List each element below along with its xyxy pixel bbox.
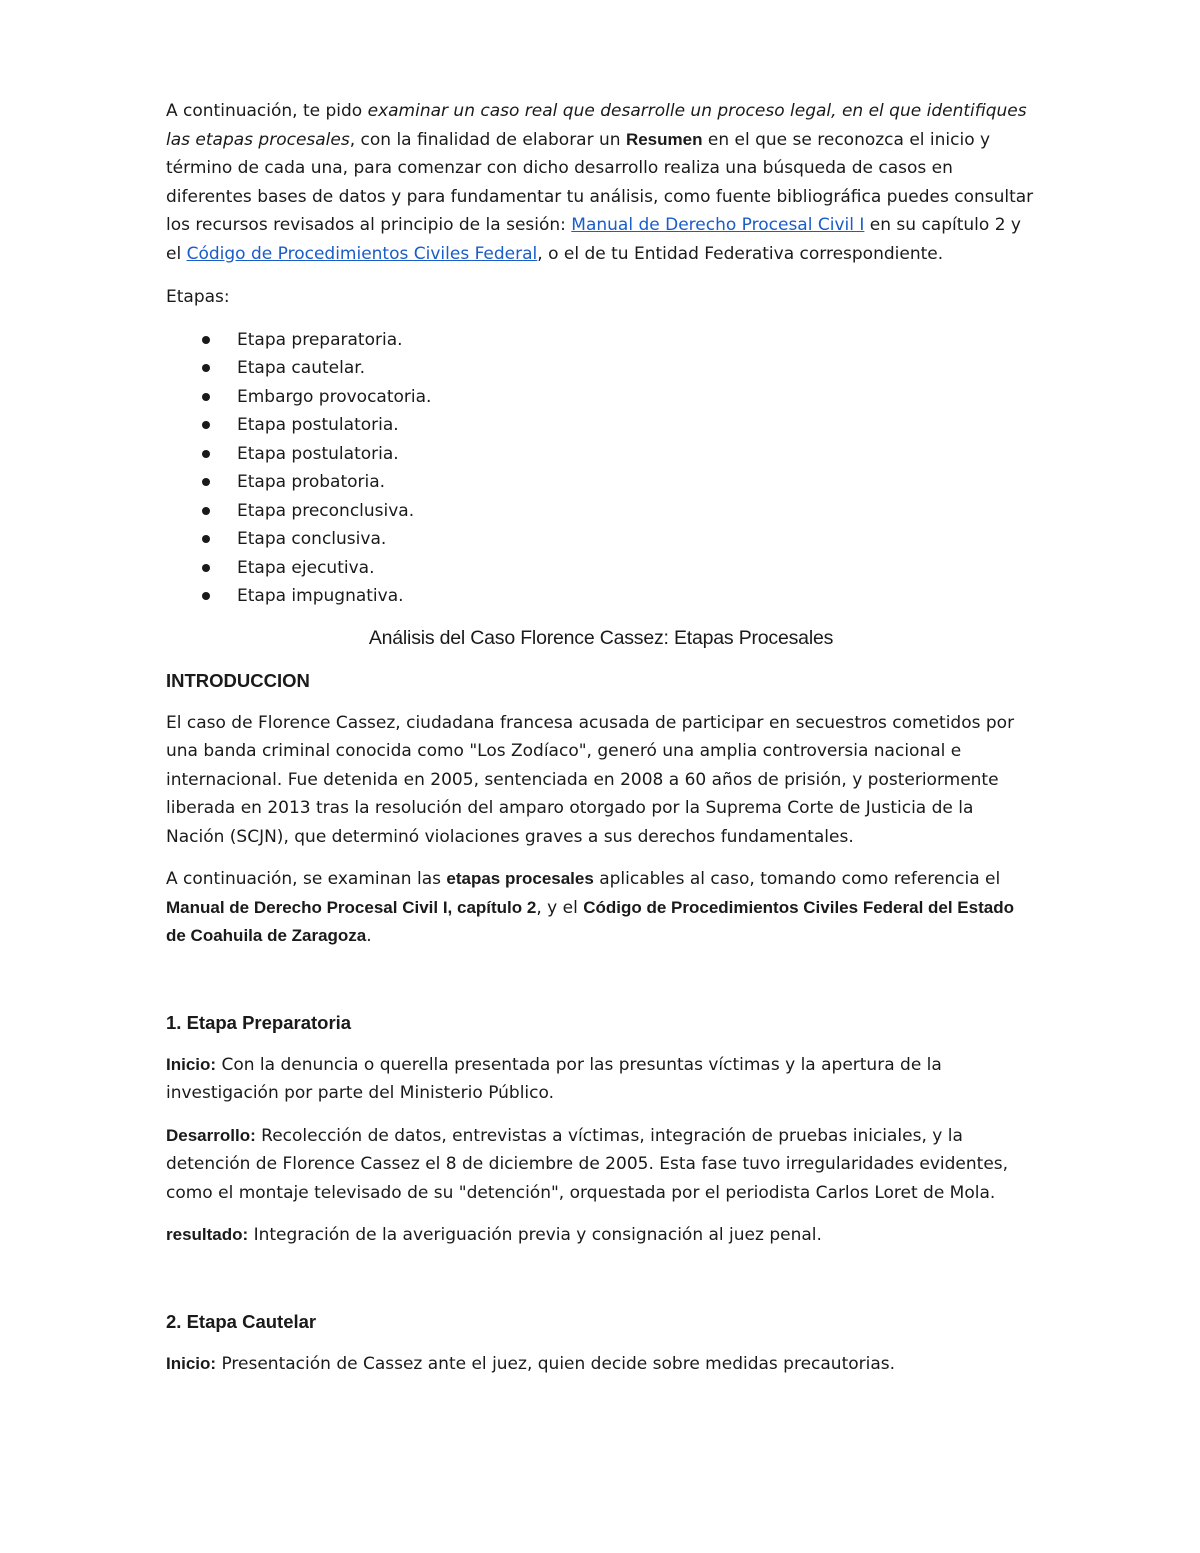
codigo-link[interactable]: Código de Procedimientos Civiles Federal bbox=[186, 243, 538, 264]
bullet-icon bbox=[202, 421, 210, 429]
bullet-icon bbox=[202, 507, 210, 515]
reference-paragraph: A continuación, se examinan las etapas procesales aplicables al caso, tomando como referencia el Manual de Derecho Procesal Civil I, capítulo 2, y el Código de Procedimientos Civiles Federal del Estado de Coahuila de Zaragoza. bbox=[166, 869, 1014, 946]
introduction-paragraph: El caso de Florence Cassez, ciudadana francesa acusada de participar en secuestros cometidos por una banda criminal conocida como "Los Zodíaco", generó una amplia controversia nacional e internacional. Fue detenida en 2005, sentenciada en 2008 a 60 años de prisión, y posteriormente liberada en 2013 tras la resolución del amparo otorgado por la Suprema Corte de Justicia de la Nación (SCJN), que determinó violaciones graves a sus derechos fundamentales. bbox=[166, 712, 1015, 847]
stages-list bbox=[166, 326, 1036, 611]
instructions-paragraph: A continuación, te pido examinar un caso real que desarrolle un proceso legal, en el que identifiques las etapas procesales, con la finalidad de elaborar un Resumen en el que se reconozca el inicio y término de cada una, para comenzar con dicho desarrollo realiza una búsqueda de casos en diferentes bases de datos y para fundamentar tu análisis, como fuente bibliográfica puedes consultar los recursos revisados al principio de la sesión: Manual de Derecho Procesal Civil I en su capítulo 2 y el Código de Procedimientos Civiles Federal, o el de tu Entidad Federativa correspondiente. bbox=[166, 101, 1034, 264]
document-body bbox=[166, 97, 1036, 1392]
etapas-label: Etapas: bbox=[166, 287, 230, 307]
bullet-icon bbox=[202, 393, 210, 401]
bullet-icon bbox=[202, 364, 210, 372]
list-item: Etapa preparatoria. bbox=[166, 326, 1036, 355]
bullet-icon bbox=[202, 478, 210, 486]
bullet-icon bbox=[202, 592, 210, 600]
section-2-heading: 2. Etapa Cautelar bbox=[166, 1310, 317, 1332]
bullet-icon bbox=[202, 564, 210, 572]
list-item: Etapa postulatoria. bbox=[166, 411, 1036, 440]
bullet-icon bbox=[202, 336, 210, 344]
list-item: Etapa ejecutiva. bbox=[166, 554, 1036, 583]
list-item: Etapa preconclusiva. bbox=[166, 497, 1036, 526]
document-title: Análisis del Caso Florence Cassez: Etapas Procesales bbox=[368, 626, 834, 649]
section-2-inicio: Inicio: Presentación de Cassez ante el juez, quien decide sobre medidas precautorias. bbox=[166, 1353, 896, 1374]
section-1-resultado: resultado: Integración de la averiguación previa y consignación al juez penal. bbox=[166, 1225, 822, 1245]
bullet-icon bbox=[202, 535, 210, 543]
section-1-desarrollo: Desarrollo: Recolección de datos, entrevistas a víctimas, integración de pruebas iniciales, y la detención de Florence Cassez el 8 de diciembre de 2005. Esta fase tuvo irregularidades evidentes, como el montaje televisado de su "detención", orquestada por el periodista Carlos Loret de Mola. bbox=[166, 1125, 1009, 1203]
bullet-icon bbox=[202, 450, 210, 458]
section-1-inicio: Inicio: Con la denuncia o querella presentada por las presuntas víctimas y la apertura de la investigación por parte del Ministerio Público. bbox=[166, 1054, 942, 1103]
spacer bbox=[166, 1264, 1036, 1307]
manual-link[interactable]: Manual de Derecho Procesal Civil I bbox=[571, 215, 865, 235]
list-item: Etapa impugnativa. bbox=[166, 582, 1036, 611]
list-item: Etapa cautelar. bbox=[166, 354, 1036, 383]
spacer bbox=[166, 965, 1036, 1008]
section-1-heading: 1. Etapa Preparatoria bbox=[166, 1011, 352, 1033]
list-item: Embargo provocatoria. bbox=[166, 383, 1036, 412]
list-item: Etapa postulatoria. bbox=[166, 440, 1036, 469]
introduction-heading: INTRODUCCION bbox=[166, 669, 310, 691]
list-item: Etapa probatoria. bbox=[166, 468, 1036, 497]
list-item: Etapa conclusiva. bbox=[166, 525, 1036, 554]
